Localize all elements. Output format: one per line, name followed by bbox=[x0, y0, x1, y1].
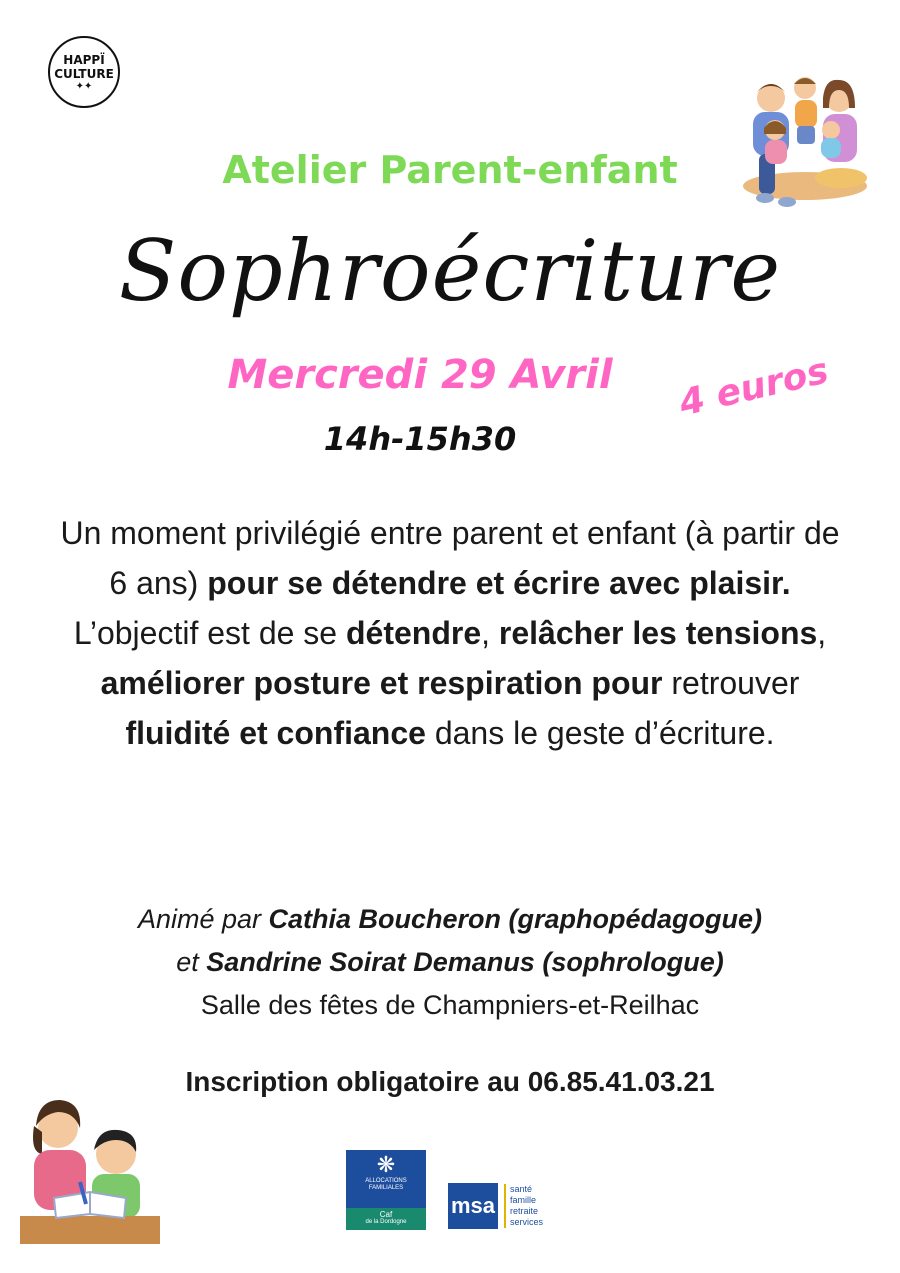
logo-leaf-icon: ✦✦ bbox=[75, 81, 93, 92]
msa-word: famille bbox=[510, 1195, 537, 1205]
venue: Salle des fêtes de Champniers-et-Reilhac bbox=[200, 990, 700, 1020]
animator-1: Cathia Boucheron (graphopédagogue) bbox=[268, 904, 763, 934]
desc-bold: relâcher les tensions bbox=[498, 615, 818, 651]
msa-logo bbox=[448, 1183, 543, 1229]
credits-text: Animé par bbox=[137, 904, 269, 934]
desc-text: , bbox=[481, 615, 499, 651]
msa-word: services bbox=[510, 1217, 544, 1227]
credits bbox=[40, 898, 860, 1027]
caf-line2: FAMILIALES bbox=[368, 1185, 404, 1191]
description bbox=[60, 508, 840, 758]
desc-text: Un moment privilégié entre parent et enfant (à partir de 6 ans) bbox=[60, 515, 840, 601]
desc-bold: pour se détendre et écrire avec plaisir. bbox=[207, 565, 791, 601]
msa-mark: msa bbox=[448, 1183, 498, 1229]
logo-line1: HAPPÏ bbox=[63, 53, 105, 67]
caf-logo bbox=[346, 1150, 426, 1230]
caf-emblem-icon: ❋ bbox=[376, 1153, 396, 1178]
subtitle: Atelier Parent-enfant bbox=[222, 148, 678, 192]
desc-text: L’objectif est de se bbox=[73, 615, 346, 651]
desc-text: retrouver bbox=[662, 665, 800, 701]
desc-bold: fluidité et confiance bbox=[125, 715, 426, 751]
event-date: Mercredi 29 Avril bbox=[227, 352, 613, 398]
caf-line1: ALLOCATIONS bbox=[365, 1178, 407, 1184]
inscription-phone: Inscription obligatoire au 06.85.41.03.21 bbox=[185, 1066, 715, 1097]
msa-word: santé bbox=[510, 1184, 533, 1194]
animator-2: Sandrine Soirat Demanus (sophrologue) bbox=[206, 947, 724, 977]
desc-bold: détendre bbox=[345, 615, 482, 651]
family-illustration bbox=[735, 68, 875, 216]
parent-child-writing-illustration bbox=[20, 1092, 160, 1244]
desc-text: dans le geste d’écriture. bbox=[425, 715, 775, 751]
desc-text: , bbox=[817, 615, 827, 651]
msa-word: retraite bbox=[510, 1206, 539, 1216]
event-time: 14h-15h30 bbox=[323, 420, 517, 458]
logo-line2: CULTURE bbox=[54, 67, 114, 81]
credits-text: et bbox=[176, 947, 207, 977]
happi-culture-logo bbox=[48, 36, 120, 108]
event-price: 4 euros bbox=[675, 350, 833, 425]
desc-bold: améliorer posture et respiration pour bbox=[100, 665, 663, 701]
caf-name: Caf bbox=[379, 1210, 393, 1219]
caf-region: de la Dordogne bbox=[365, 1219, 407, 1225]
page-title: Sophroécriture bbox=[118, 222, 782, 320]
